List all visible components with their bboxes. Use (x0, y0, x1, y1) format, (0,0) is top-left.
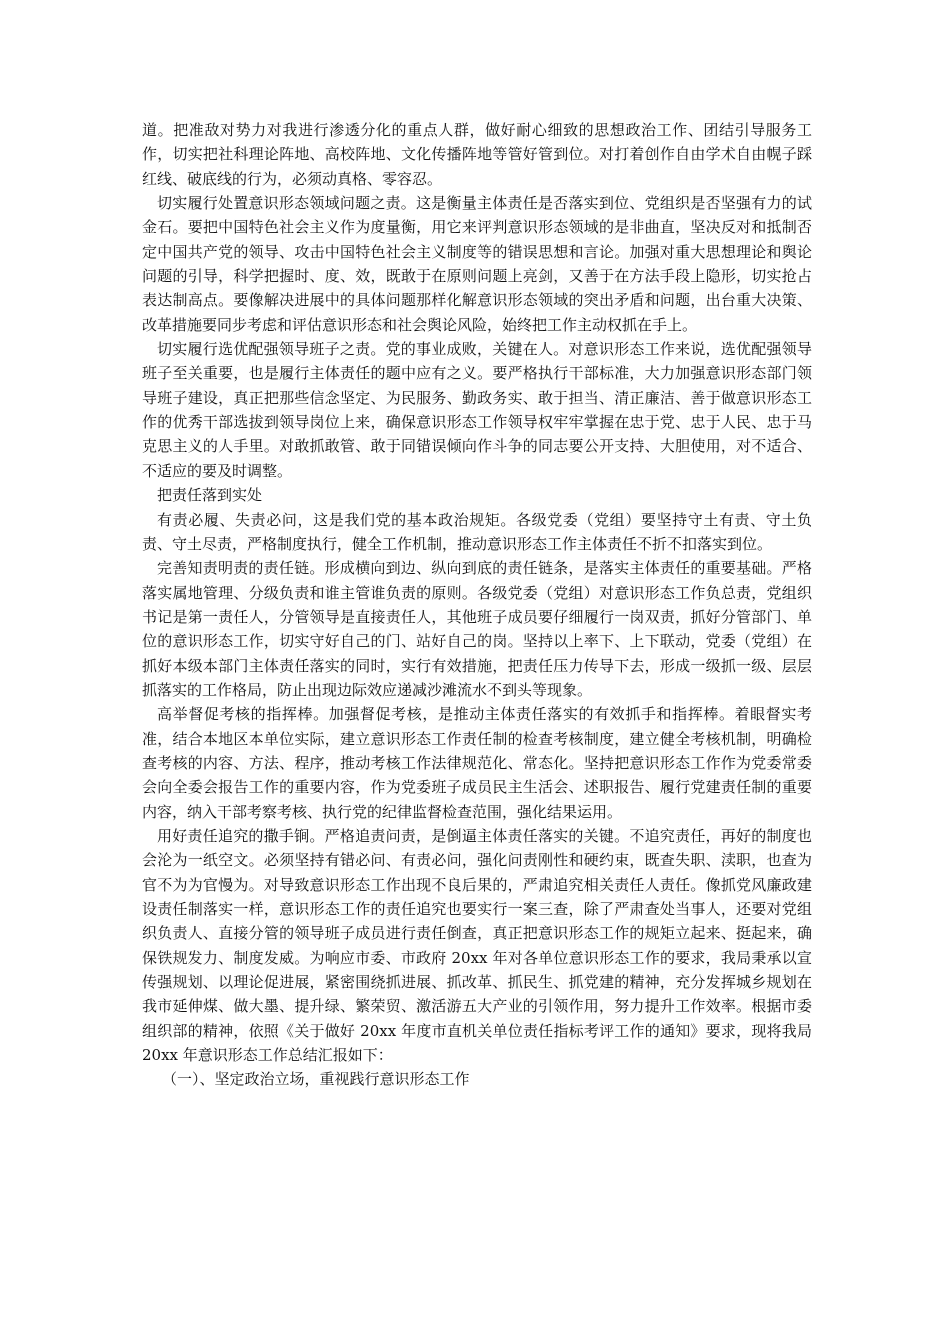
paragraph-responsibility-chain: 完善知责明责的责任链。形成横向到边、纵向到底的责任链条，是落实主体责任的重要基础。严格落实属地管理、分级负责和谁主管谁负责的原则。各级党委（党组）对意识形态工作负总责，党组织书记是第一责任人，分管领导是直接责任人，其他班子成员要仔细履行一岗双责，抓好分管部门、单位的意识形态工作，切实守好自己的门、站好自己的岗。坚持以上率下、上下联动，党委（党组）在抓好本级本部门主体责任落实的同时，实行有效措施，把责任压力传导下去，形成一级抓一级、层层抓落实的工作格局，防止出现边际效应递减沙滩流水不到头等现象。 (142, 559, 812, 699)
paragraph-leadership-team: 切实履行选优配强领导班子之责。党的事业成败，关键在人。对意识形态工作来说，选优配强领导班子至关重要，也是履行主体责任的题中应有之义。要严格执行干部标准，大力加强意识形态部门领导班子建设，真正把那些信念坚定、为民服务、勤政务实、敢于担当、清正廉洁、善于做意识形态工作的优秀干部选拔到领导岗位上来，确保意识形态工作领导权牢牢掌握在忠于党、忠于人民、忠于马克思主义的人手里。对敢抓敢管、敢于同错误倾向作斗争的同志要公开支持、大胆使用，对不适合、不适应的要及时调整。 (142, 340, 812, 480)
paragraph-supervision-assessment: 高举督促考核的指挥棒。加强督促考核，是推动主体责任落实的有效抓手和指挥棒。着眼督实考准，结合本地区本单位实际，建立意识形态工作责任制的检查考核制度，建立健全考核机制，明确检查考核的内容、方法、程序，推动考核工作法律规范化、常态化。坚持把意识形态工作作为党委常委会向全委会报告工作的重要内容，作为党委班子成员民主生活会、述职报告、履行党建责任制的重要内容，纳入干部考察考核、执行党的纪律监督检查范围，强化结果运用。 (142, 705, 812, 821)
paragraph-accountability-pursuit: 用好责任追究的撒手锏。严格追责问责，是倒逼主体责任落实的关键。不追究责任，再好的制度也会沦为一纸空文。必须坚持有错必问、有责必问，强化问责刚性和硬约束，既查失职、渎职，也查为官不为为官慢为。对导致意识形态工作出现不良后果的，严肃追究相关责任人责任。像抓党风廉政建设责任制落实一样，意识形态工作的责任追究也要实行一案三查，除了严肃查处当事人，还要对党组织负责人、直接分管的领导班子成员进行责任倒查，真正把意识形态工作的规矩立起来、挺起来，确保铁规发力、制度发威。为响应市委、市政府 20xx 年对各单位意识形态工作的要求，我局秉承以宣传强规划、以理论促进展，紧密围绕抓进展、抓改革、抓民生、抓党建的精神，充分发挥城乡规划在我市延伸煤、做大墨、提升绿、繁荣贸、激活游五大产业的引领作用，努力提升工作效率。根据市委组织部的精神，依照《关于做好 20xx 年度市直机关单位责任指标考评工作的通知》要求，现将我局 20xx 年意识形态工作总结汇报如下： (142, 826, 812, 1065)
section-heading: 把责任落到实处 (157, 486, 263, 505)
paragraph-accountability-intro: 有责必履、失责必问，这是我们党的基本政治规矩。各级党委（党组）要坚持守土有责、守土负责、守土尽责，严格制度执行，健全工作机制，推动意识形态工作主体责任不折不扣落实到位。 (142, 510, 812, 553)
paragraph-continued: 道。把准敌对势力对我进行渗透分化的重点人群，做好耐心细致的思想政治工作、团结引导服务工作，切实把社科理论阵地、高校阵地、文化传播阵地等管好管到位。对打着创作自由学术自由幌子踩红线、破底线的行为，必须动真格、零容忍。 (142, 121, 812, 188)
subsection-heading: （一）、坚定政治立场，重视践行意识形态工作 (162, 1070, 470, 1089)
document-body (142, 118, 812, 1092)
paragraph-handle-issues: 切实履行处置意识形态领域问题之责。这是衡量主体责任是否落实到位、党组织是否坚强有力的试金石。要把中国特色社会主义作为度量衡，用它来评判意识形态领域的是非曲直，坚决反对和抵制否定中国共产党的领导、攻击中国特色社会主义制度等的错误思想和言论。加强对重大思想理论和舆论问题的引导，科学把握时、度、效，既敢于在原则问题上亮剑，又善于在方法手段上隐形，切实抢占表达制高点。要像解决进展中的具体问题那样化解意识形态领域的突出矛盾和问题，出台重大决策、改革措施要同步考虑和评估意识形态和社会舆论风险，始终把工作主动权抓在手上。 (142, 194, 812, 334)
